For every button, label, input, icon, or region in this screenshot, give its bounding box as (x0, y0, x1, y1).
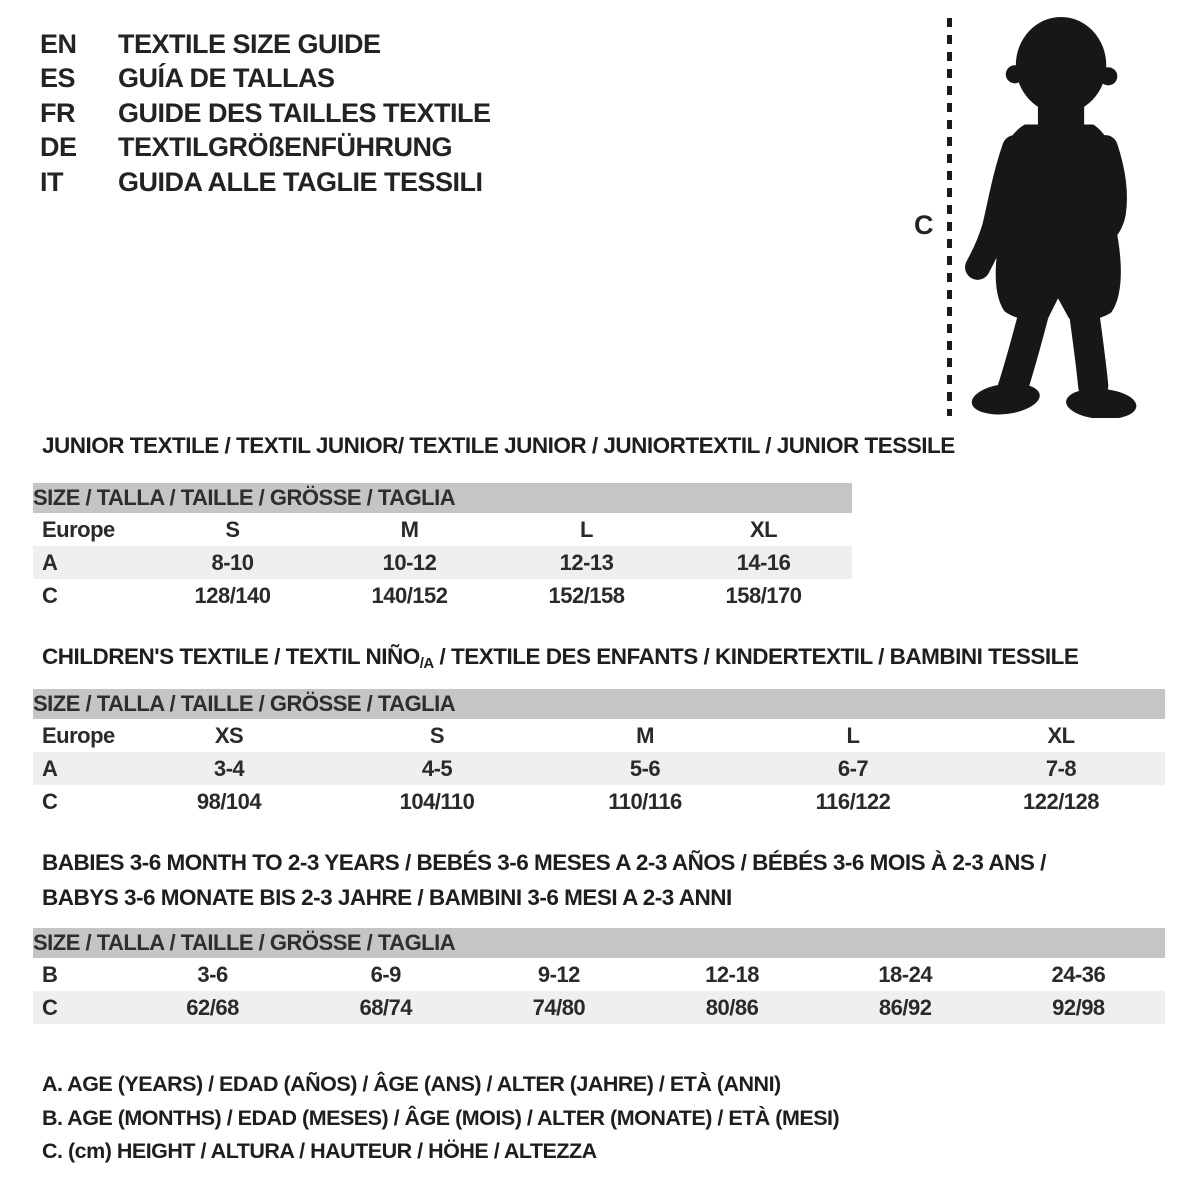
lang-code-es: ES (40, 63, 76, 94)
junior-header-row (33, 513, 852, 546)
lang-label-es: GUÍA DE TALLAS (118, 63, 335, 94)
lang-code-en: EN (40, 28, 77, 59)
table-cell: 62/68 (126, 991, 299, 1024)
children-size-xs: XS (214, 722, 244, 748)
table-cell: 122/128 (1022, 788, 1100, 814)
children-age-row-label: A (33, 752, 125, 785)
junior-size-m: M (400, 516, 419, 542)
table-cell: 4-5 (333, 752, 541, 785)
lang-code-de: DE (40, 132, 77, 163)
children-height-row (33, 785, 1165, 818)
children-size-xl: XL (1047, 722, 1075, 748)
babies-months-row (33, 958, 1165, 991)
table-cell: 98/104 (196, 788, 262, 814)
children-header-row (33, 719, 1165, 752)
lang-row-it (40, 165, 491, 200)
junior-band-row (33, 483, 852, 513)
lang-code-it: IT (40, 166, 63, 197)
table-cell: 152/158 (548, 582, 625, 608)
lang-label-en: TEXTILE SIZE GUIDE (118, 28, 381, 59)
lang-label-de: TEXTILGRÖßENFÜHRUNG (118, 132, 452, 163)
lang-row-en (40, 27, 491, 62)
legend-line-b: B. AGE (MONTHS) / EDAD (MESES) / ÂGE (MOIS) / ALTER (MONATE) / ETÀ (MESI) (42, 1105, 840, 1130)
babies-section-title-line1: BABIES 3-6 MONTH TO 2-3 YEARS / BEBÉS 3-6 MESES A 2-3 AÑOS / BÉBÉS 3-6 MOIS À 2-3 ANS / (42, 850, 1046, 875)
lang-row-es (40, 62, 491, 97)
junior-size-table (33, 483, 852, 612)
table-cell: 158/170 (725, 582, 802, 608)
table-cell: 18-24 (878, 961, 933, 987)
junior-size-xl: XL (749, 516, 778, 542)
table-cell: 9-12 (537, 961, 580, 987)
lang-row-fr (40, 96, 491, 131)
table-cell: 5-6 (541, 752, 749, 785)
lang-row-de (40, 131, 491, 166)
junior-height-row (33, 579, 852, 612)
children-title-pre: CHILDREN'S TEXTILE / TEXTIL NIÑO (42, 644, 420, 669)
children-size-l: L (846, 722, 860, 748)
babies-band-label: SIZE / TALLA / TAILLE / GRÖSSE / TAGLIA (33, 928, 1165, 958)
table-cell: 104/110 (399, 788, 475, 814)
babies-size-table (33, 928, 1165, 1024)
lang-label-fr: GUIDE DES TAILLES TEXTILE (118, 97, 491, 128)
language-title-block (40, 27, 491, 200)
children-age-row (33, 752, 1165, 785)
junior-region-label: Europe (42, 516, 115, 542)
table-cell: 7-8 (957, 752, 1165, 785)
table-cell: 14-16 (675, 546, 852, 579)
junior-height-row-label: C (42, 582, 58, 608)
table-cell: 6-9 (370, 961, 401, 987)
table-cell: 12-18 (705, 961, 759, 987)
table-cell: 3-6 (197, 961, 228, 987)
table-cell: 80/86 (645, 991, 818, 1024)
children-band-row (33, 689, 1165, 719)
junior-age-row-label: A (33, 546, 144, 579)
table-cell: 24-36 (1051, 961, 1106, 987)
table-cell: 6-7 (749, 752, 957, 785)
height-dashed-line (947, 18, 952, 416)
children-height-row-label: C (42, 788, 58, 814)
legend-line-c: C. (cm) HEIGHT / ALTURA / HAUTEUR / HÖHE / ALTEZZA (42, 1139, 597, 1163)
table-cell: 8-10 (144, 546, 321, 579)
table-cell: 12-13 (498, 546, 675, 579)
table-cell: 86/92 (819, 991, 992, 1024)
legend-line-a: A. AGE (YEARS) / EDAD (AÑOS) / ÂGE (ANS) / ALTER (JAHRE) / ETÀ (ANNI) (42, 1072, 781, 1096)
toddler-silhouette-icon (962, 16, 1148, 418)
children-title-sub: /A (419, 655, 434, 672)
children-size-m: M (636, 722, 654, 748)
table-cell: 116/122 (815, 788, 891, 814)
children-title-post: / TEXTILE DES ENFANTS / KINDERTEXTIL / BAMBINI TESSILE (433, 644, 1079, 669)
junior-age-row (33, 546, 852, 579)
junior-section-title: JUNIOR TEXTILE / TEXTIL JUNIOR/ TEXTILE JUNIOR / JUNIORTEXTIL / JUNIOR TESSILE (42, 433, 955, 458)
children-size-s: S (429, 722, 445, 748)
table-cell: 10-12 (321, 546, 498, 579)
children-size-table (33, 689, 1165, 818)
babies-height-row (33, 991, 1165, 1024)
children-section-title (42, 644, 1078, 672)
babies-height-row-label: C (33, 991, 126, 1024)
lang-label-it: GUIDA ALLE TAGLIE TESSILI (118, 166, 483, 197)
babies-band-row (33, 928, 1165, 958)
table-cell: 3-4 (125, 752, 333, 785)
lang-code-fr: FR (40, 97, 75, 128)
table-cell: 128/140 (194, 582, 271, 608)
table-cell: 92/98 (992, 991, 1165, 1024)
babies-months-row-label: B (42, 961, 58, 987)
table-cell: 140/152 (371, 582, 448, 608)
children-band-label: SIZE / TALLA / TAILLE / GRÖSSE / TAGLIA (33, 689, 1165, 719)
table-cell: 74/80 (472, 991, 645, 1024)
height-marker-label: C (914, 210, 934, 240)
junior-size-s: S (225, 516, 240, 542)
babies-section-title-line2: BABYS 3-6 MONATE BIS 2-3 JAHRE / BAMBINI 3-6 MESI A 2-3 ANNI (42, 885, 732, 910)
table-cell: 68/74 (299, 991, 472, 1024)
table-cell: 110/116 (608, 788, 682, 814)
legend (42, 1072, 839, 1173)
junior-band-label: SIZE / TALLA / TAILLE / GRÖSSE / TAGLIA (33, 483, 852, 513)
junior-size-l: L (580, 516, 593, 542)
children-region-label: Europe (42, 722, 115, 748)
